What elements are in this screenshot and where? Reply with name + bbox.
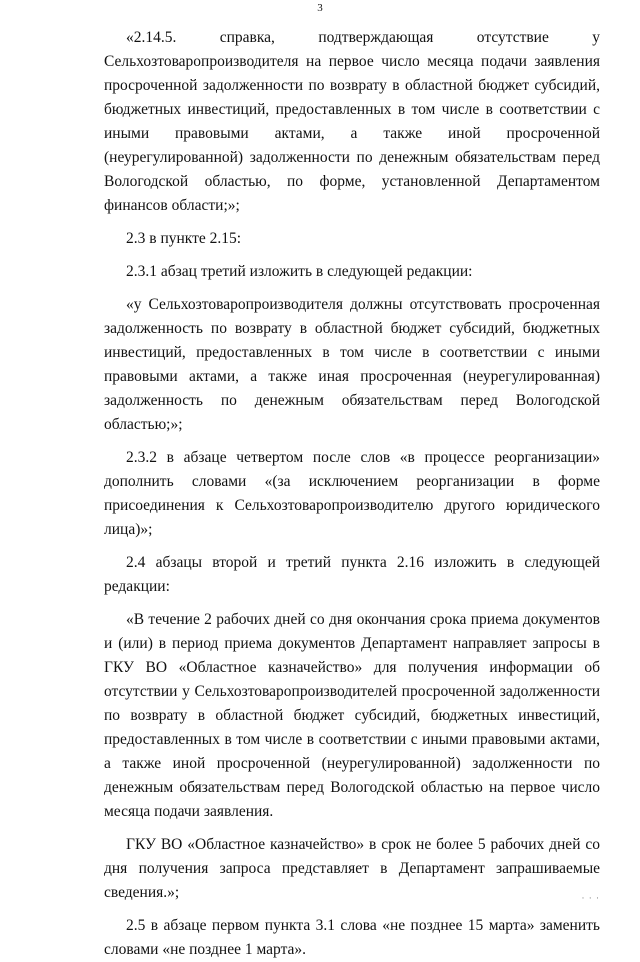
document-body: [104, 26, 600, 962]
paragraph-2-4: 2.4 абзацы второй и третий пункта 2.16 изложить в следующей редакции:: [104, 554, 600, 595]
paragraph-2-14-5: «2.14.5. справка, подтверждающая отсутствие у Сельхозтоваропроизводителя на первое число месяца подачи заявления просроченной задолженности по возврату в областной бюджет субсидий, бюджетных инвестиций, предоставленных в том числе в соответствии с иными правовыми актами, а также иной просроченной (неурегулированной) задолженности по денежным обязательствам перед Вологодской областью, по форме, установленной Департаментом финансов области;»;: [104, 29, 600, 214]
paragraph-2-3-1: 2.3.1 абзац третий изложить в следующей редакции:: [126, 263, 473, 280]
paragraph-2-3-1-text: «у Сельхозтоваропроизводителя должны отсутствовать просроченная задолженность по возврату в областной бюджет субсидий, бюджетных инвестиций, предоставленных в том числе в соответствии с иными правовыми актами, а также иная просроченная (неурегулированная) задолженность по денежным обязательствам перед Вологодской областью;»;: [104, 296, 600, 433]
paragraph-2-3: 2.3 в пункте 2.15:: [126, 230, 242, 247]
paragraph-2-4-text-2: ГКУ ВО «Областное казначейство» в срок не более 5 рабочих дней со дня получения запроса представляет в Департамент запрашиваемые сведения.»;: [104, 836, 600, 901]
page-number: 3: [317, 2, 323, 14]
paragraph-2-5: 2.5 в абзаце первом пункта 3.1 слова «не позднее 15 марта» заменить словами «не позднее 1 марта».: [104, 917, 600, 958]
paragraph-2-4-text-1: «В течение 2 рабочих дней со дня окончания срока приема документов и (или) в период приема документов Департамент направляет запросы в ГКУ ВО «Областное казначейство» для получения информации об отсутствии у Сельхозтоваропроизводителей просроченной задолженности по возврату в областной бюджет субсидий, бюджетных инвестиций, предоставленных в том числе в соответствии с иными правовыми актами, а также иной просроченной (неурегулированной) задолженности по денежным обязательствам перед Вологодской областью на первое число месяца подачи заявления.: [104, 611, 600, 820]
paragraph-2-3-2: 2.3.2 в абзаце четвертом после слов «в процессе реорганизации» дополнить словами «(за исключением реорганизации в форме присоединения к Сельхозтоваропроизводителю другого юридического лица)»;: [104, 449, 600, 538]
corner-mark: · · ·: [581, 893, 600, 903]
